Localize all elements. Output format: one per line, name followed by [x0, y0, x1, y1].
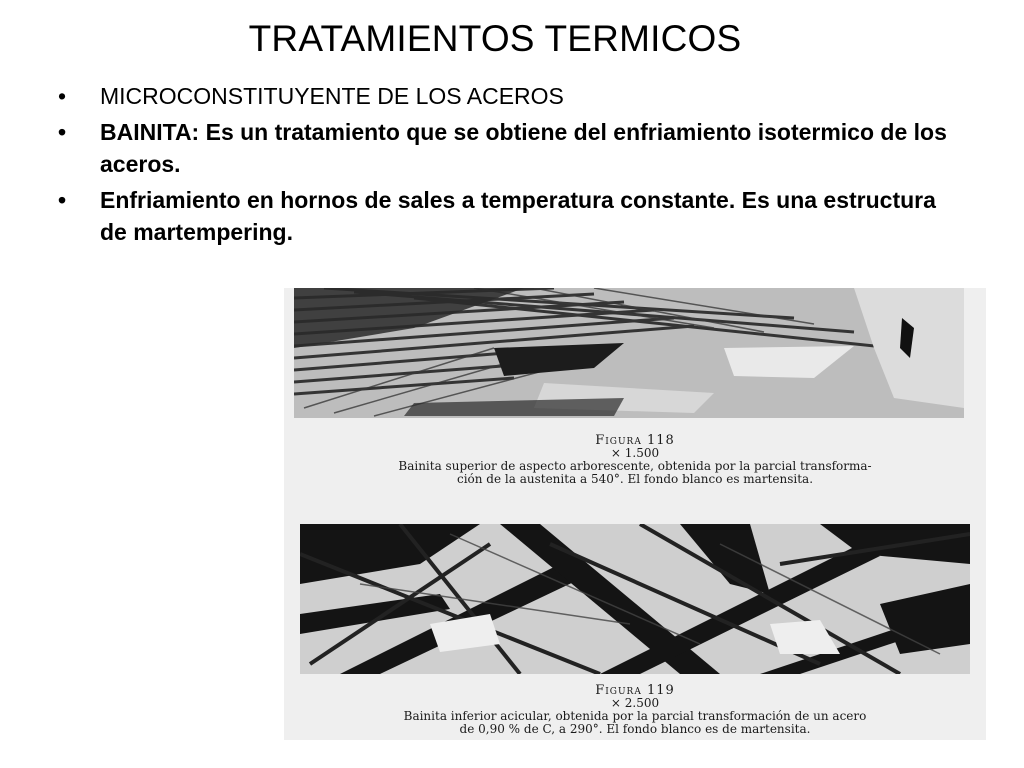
bullet-list — [56, 80, 956, 252]
figure-description: Bainita superior de aspecto arborescente, obtenida por la parcial transforma- — [398, 459, 872, 473]
figure-description: Bainita inferior acicular, obtenida por la parcial transformación de un acero — [403, 709, 867, 723]
bullet-text: MICROCONSTITUYENTE DE LOS ACEROS — [100, 83, 564, 109]
slide-title: TRATAMIENTOS TERMICOS — [248, 18, 742, 59]
scanned-figure — [284, 288, 986, 740]
bullet-item — [56, 116, 956, 180]
bullet-dot-icon: • — [58, 187, 67, 213]
bullet-item — [56, 80, 956, 112]
figure-caption — [284, 684, 986, 736]
bullet-dot-icon: • — [58, 119, 67, 145]
micrograph-lower-bainite — [300, 524, 970, 674]
figure-description: ción de la austenita a 540°. El fondo blanco es martensita. — [456, 472, 814, 486]
bullet-text: Enfriamiento en hornos de sales a temperatura constante. Es una estructura de martempering. — [100, 187, 936, 245]
figure-label: Figura 119 — [595, 683, 675, 698]
figure-magnification: × 1.500 — [610, 446, 660, 460]
micrograph-upper-bainite — [294, 288, 964, 418]
figure-description: de 0,90 % de C, a 290°. El fondo blanco es de martensita. — [459, 722, 811, 736]
figure-caption — [284, 434, 986, 486]
bullet-item — [56, 184, 956, 248]
bullet-dot-icon: • — [58, 83, 67, 109]
figure-label: Figura 118 — [595, 433, 675, 448]
bullet-text: BAINITA: Es un tratamiento que se obtiene del enfriamiento isotermico de los aceros. — [100, 119, 947, 177]
figure-magnification: × 2.500 — [610, 696, 660, 710]
